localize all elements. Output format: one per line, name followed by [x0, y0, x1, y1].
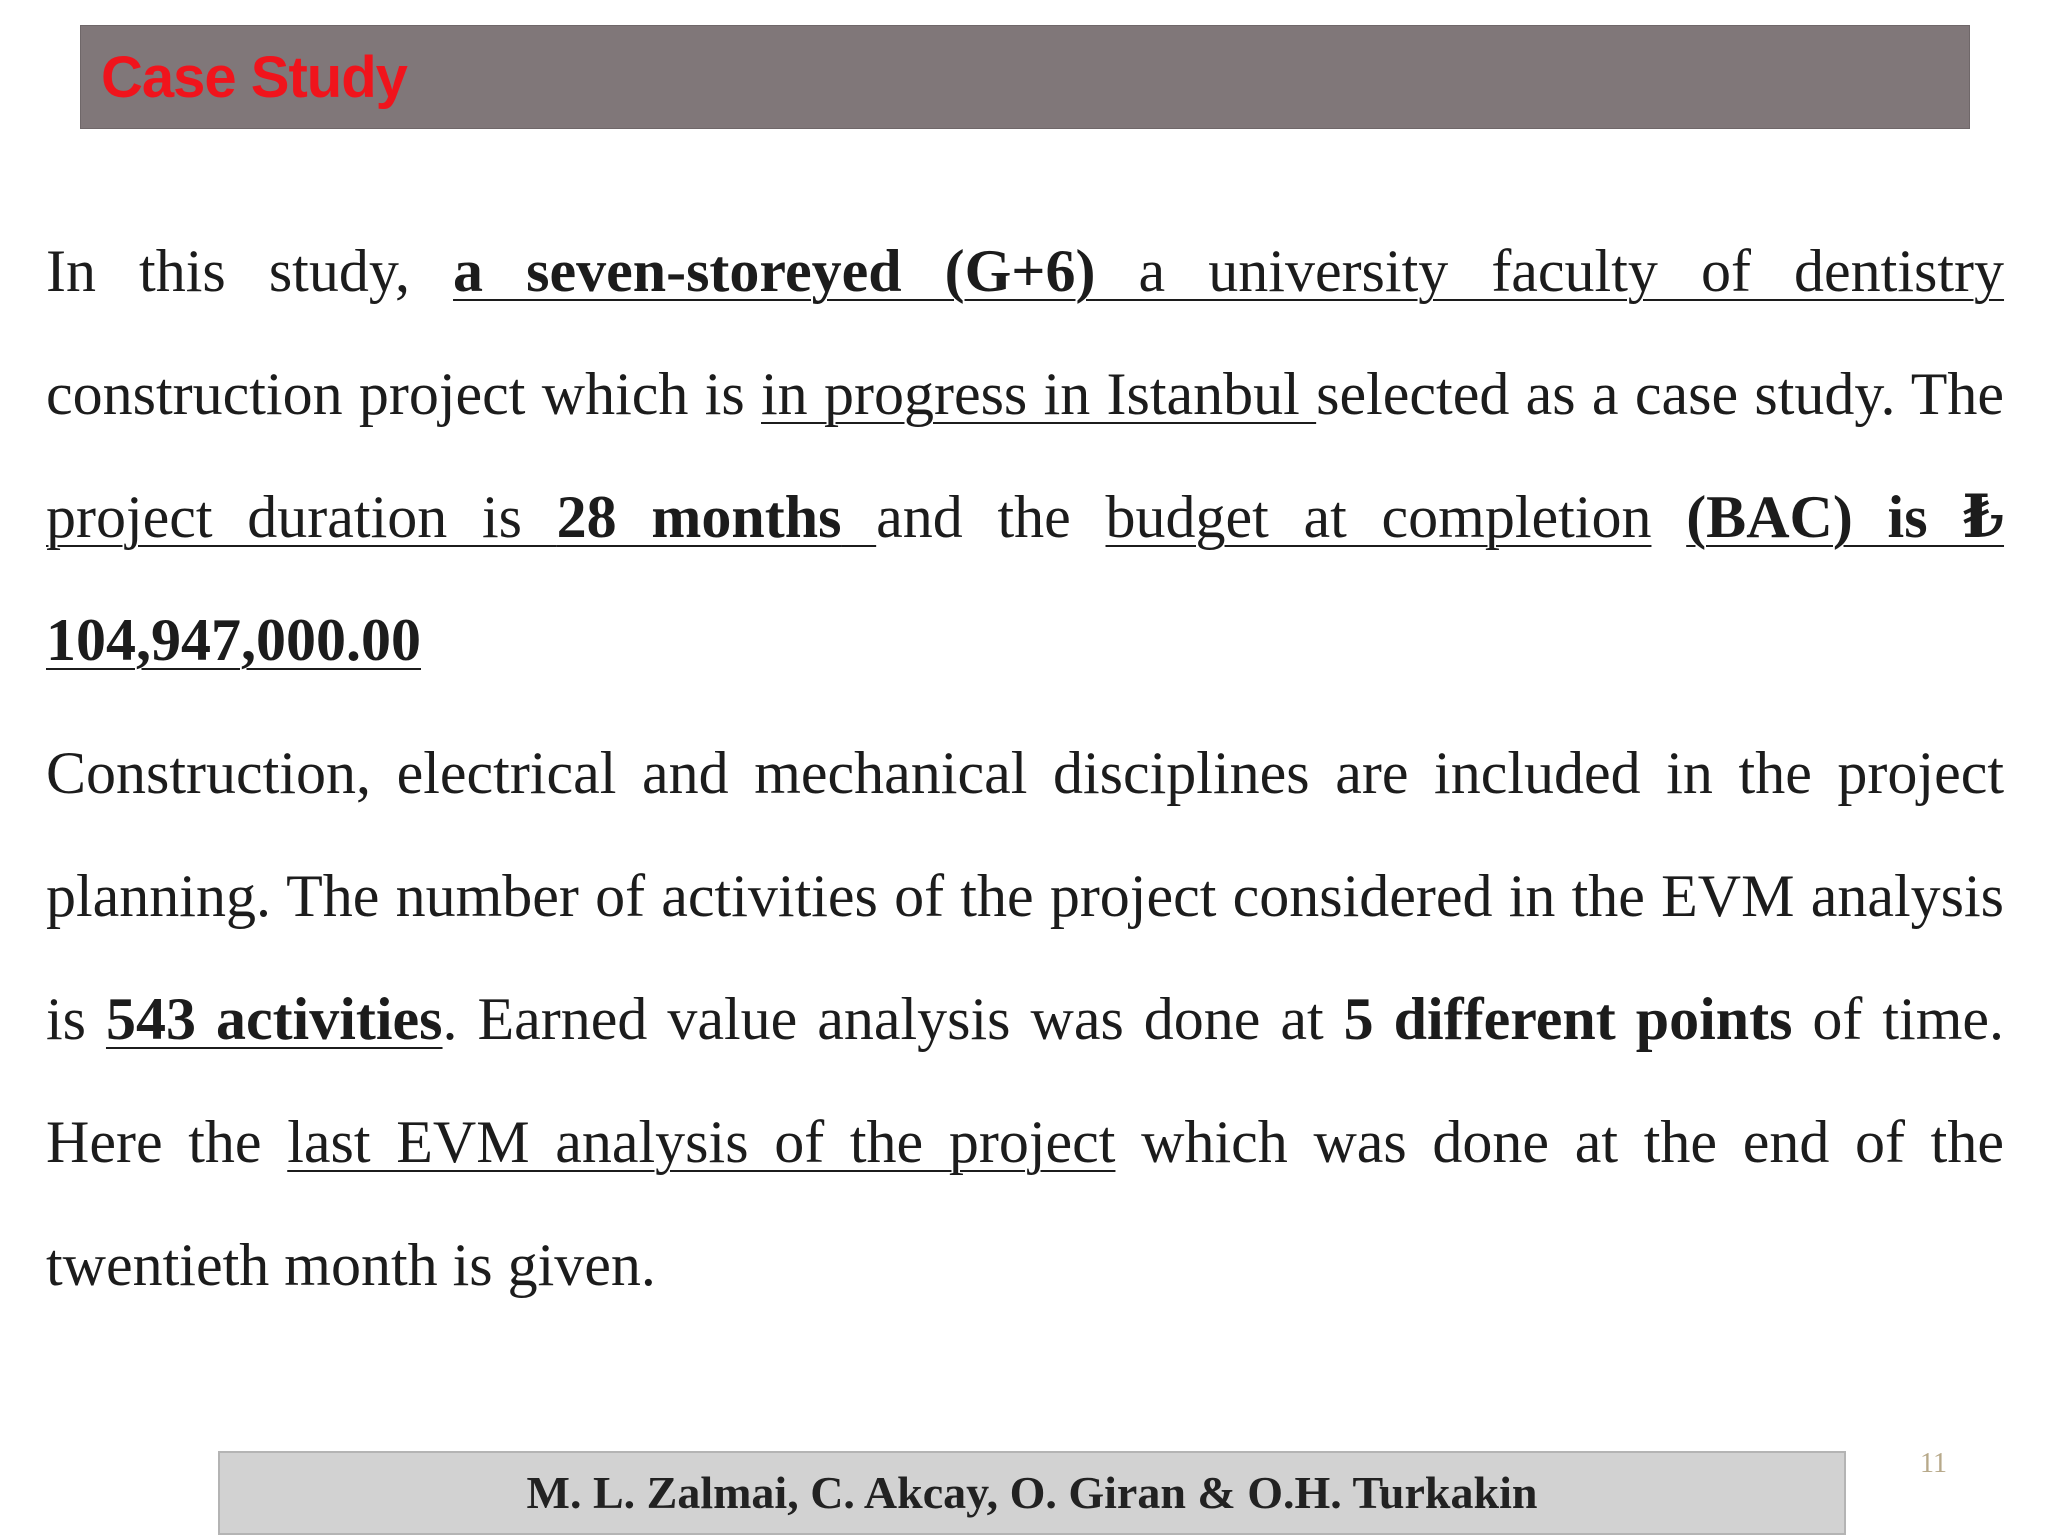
slide-title: Case Study [101, 45, 407, 110]
activity-count-highlight: 543 activities [105, 986, 443, 1052]
building-use-highlight: a university faculty of dentistry [1095, 238, 2005, 304]
title-bar [80, 25, 1970, 129]
last-analysis-highlight: last EVM analysis of the project [287, 1109, 1116, 1175]
bac-value: (BAC) is ₺ 104,947,000.00 [46, 484, 2005, 673]
text-run: Construction, electrical and mechanical disciplines are included in the project planning. The number of activities of the project considered in the EVM analysis is [46, 740, 2004, 1052]
text-run [1651, 484, 1686, 550]
duration-value: 28 months [556, 484, 842, 550]
paragraph-project-description [46, 210, 2004, 702]
text-run: . Earned value analysis was done at [442, 986, 1344, 1052]
bac-label: budget at completion [1105, 484, 1652, 550]
text-run: and the [876, 484, 1106, 550]
text-run: which was done at the end of the twentieth month is given. [46, 1109, 2004, 1298]
location-highlight: in progress in Istanbul [761, 361, 1317, 427]
authors-footer: M. L. Zalmai, C. Akcay, O. Giran & O.H. Turkakin [218, 1451, 1846, 1535]
slide-body [46, 210, 2004, 1327]
text-run: In this study, [46, 238, 454, 304]
text-run: construction project which is [46, 361, 762, 427]
building-height-highlight: a seven-storeyed (G+6) [453, 238, 1096, 304]
text-run: selected as a case study. The [1316, 361, 2004, 427]
page-number: 11 [1920, 1448, 1947, 1479]
text-run: of time. Here the [46, 986, 2004, 1175]
paragraph-evm-description [46, 712, 2004, 1327]
analysis-points-highlight: 5 different points [1343, 986, 1793, 1052]
duration-trailing-space [841, 484, 876, 550]
duration-label: project duration is [46, 484, 557, 550]
